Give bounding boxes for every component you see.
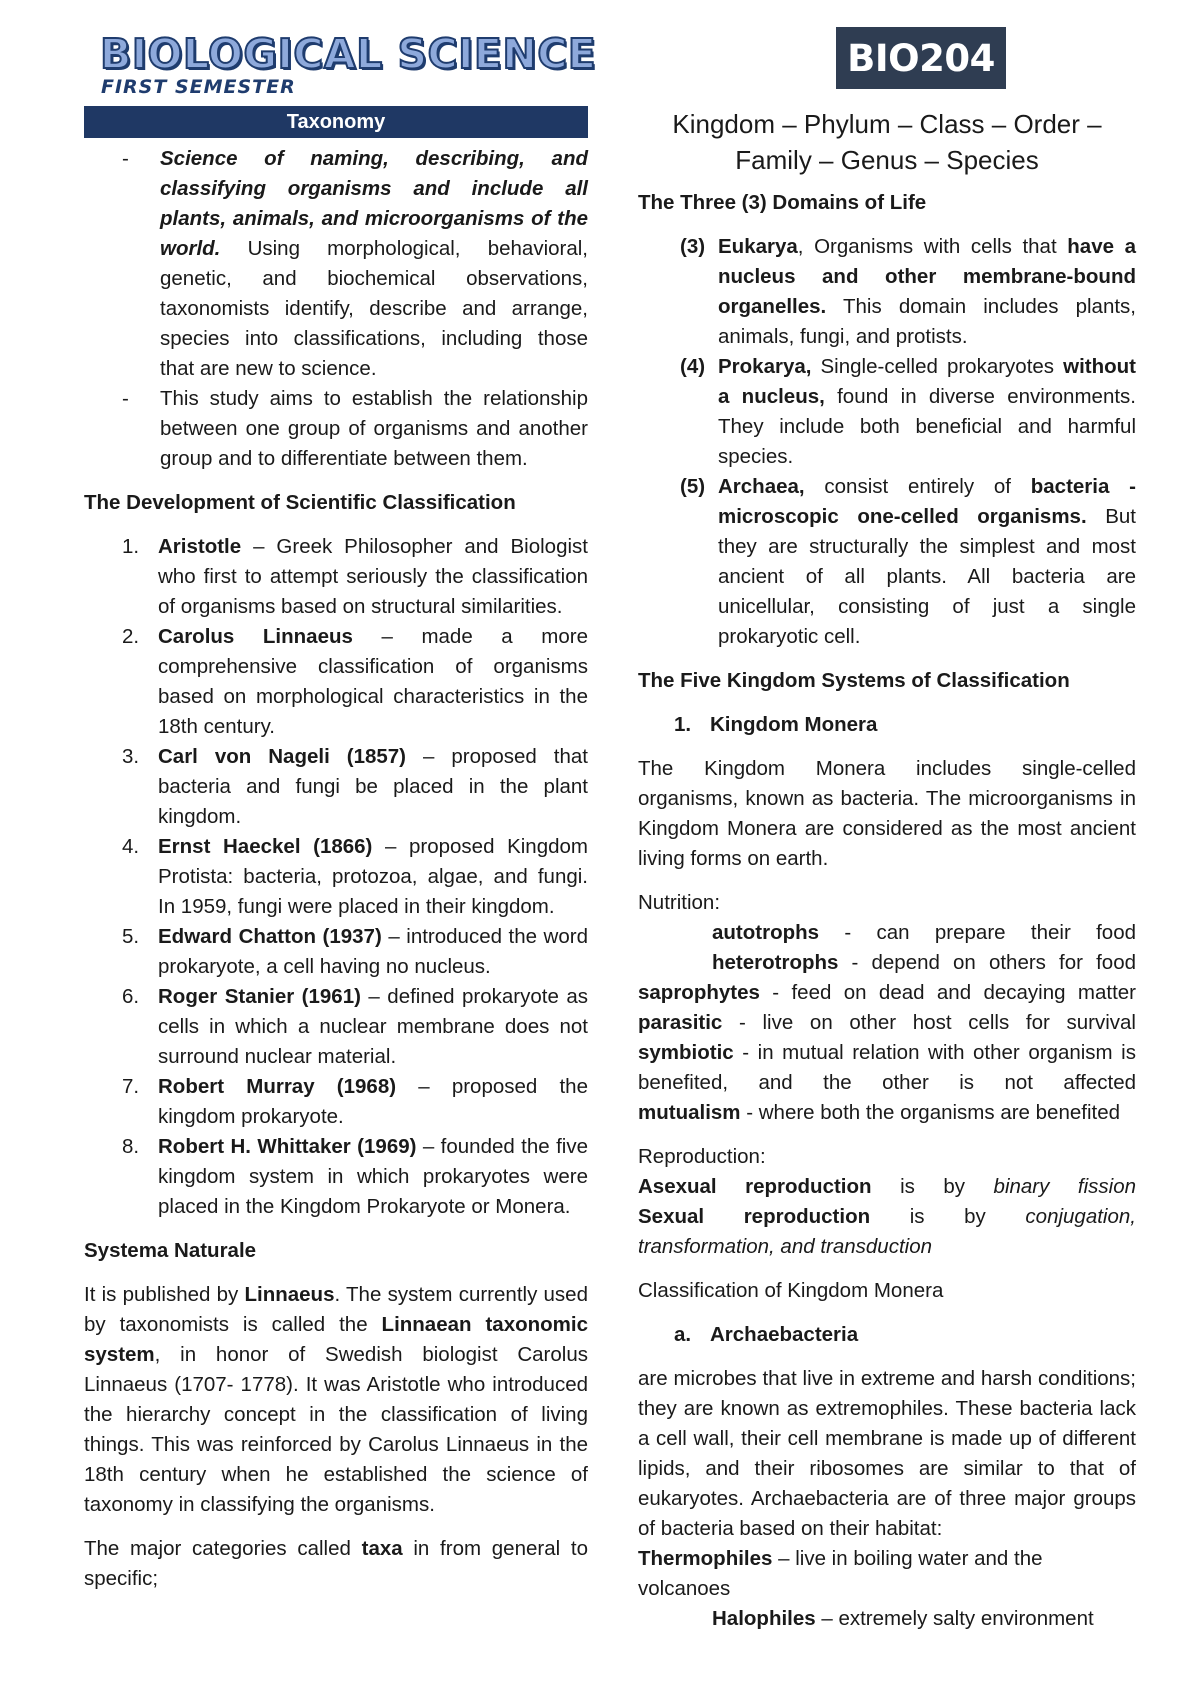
list-item bbox=[84, 832, 588, 922]
item-text: But they are structurally the simplest and most ancient of all plants. All bacteria are unicellular, consisting of just a single prokaryotic cell. bbox=[718, 505, 1136, 648]
definition-text: This study aims to establish the relationship between one group of organisms and another group and to differentiate between them. bbox=[160, 387, 588, 470]
left-column bbox=[84, 106, 588, 1608]
heading-text: Archaebacteria bbox=[710, 1323, 859, 1346]
list-item bbox=[638, 472, 1136, 652]
text-run: , in honor of Swedish biologist Carolus Linnaeus (1707- 1778). It was Aristotle who introduced the hierarchy concept in the classification of living things. This was reinforced by Carolus Linnaeus in the 18th century when he established the science of taxonomy in classifying the organisms. bbox=[84, 1343, 588, 1516]
list-item bbox=[638, 232, 1136, 352]
list-item bbox=[84, 384, 588, 474]
definition: - in mutual relation with other organism is benefited, and the other is not affected bbox=[638, 1041, 1136, 1094]
item-text: – proposed the kingdom prokaryote. bbox=[158, 1075, 588, 1128]
reproduction-list bbox=[638, 1172, 1136, 1262]
archaebacteria-paragraph: are microbes that live in extreme and harsh conditions; they are known as extremophiles. These bacteria lack a cell wall, their cell membrane is made up of different lipids, and their ribosomes are similar to that of eukaryotes. Archaebacteria are of three major groups of bacteria based on their habitat: bbox=[638, 1367, 1136, 1540]
list-item bbox=[84, 532, 588, 622]
text-bold: Linnaean taxonomic system bbox=[84, 1313, 588, 1366]
heading-text: Kingdom Monera bbox=[710, 713, 878, 736]
kingdom-monera-heading bbox=[638, 710, 1136, 740]
text-run: The major categories called bbox=[84, 1537, 362, 1560]
list-item bbox=[84, 1132, 588, 1222]
section-heading: The Three (3) Domains of Life bbox=[638, 191, 927, 214]
right-column bbox=[638, 106, 1136, 1634]
halophiles-line bbox=[638, 1604, 1136, 1634]
reproduction-label: Reproduction: bbox=[638, 1145, 766, 1168]
item-text: – made a more comprehensive classification of organisms based on morphological characteristics in the 18th century. bbox=[158, 625, 588, 738]
definition: - depend on others for food bbox=[838, 951, 1136, 974]
text-bold: taxa bbox=[361, 1537, 403, 1560]
item-number: 5. bbox=[122, 925, 140, 948]
list-item bbox=[638, 352, 1136, 472]
definition: is by bbox=[871, 1175, 994, 1198]
item-text: – defined prokaryote as cells in which a nuclear membrane does not surround nuclear material. bbox=[158, 985, 588, 1068]
term: autotrophs bbox=[712, 921, 820, 944]
term: symbiotic bbox=[638, 1041, 734, 1064]
scientist-name: Edward Chatton (1937) bbox=[158, 925, 382, 948]
item-letter: a. bbox=[674, 1323, 692, 1346]
item-number: 1. bbox=[674, 713, 692, 736]
term: heterotrophs bbox=[712, 951, 839, 974]
list-item bbox=[84, 922, 588, 982]
scientist-name: Robert Murray (1968) bbox=[158, 1075, 397, 1098]
item-text: – introduced the word prokaryote, a cell having no nucleus. bbox=[158, 925, 588, 978]
course-code-badge: BIO204 bbox=[836, 27, 1006, 89]
reproduction-item bbox=[638, 1202, 1136, 1262]
nutrition-item bbox=[638, 1098, 1136, 1128]
systema-paragraph bbox=[84, 1280, 588, 1520]
section-heading: The Development of Scientific Classification bbox=[84, 491, 516, 514]
text-run: It is published by bbox=[84, 1283, 245, 1306]
section-banner-taxonomy: Taxonomy bbox=[84, 106, 588, 138]
taxonomy-definition-list bbox=[84, 144, 588, 474]
item-text: , Organisms with cells that bbox=[797, 235, 1068, 258]
domain-name: Prokarya, bbox=[718, 355, 812, 378]
taxa-paragraph bbox=[84, 1534, 588, 1594]
term: Sexual reproduction bbox=[638, 1205, 871, 1228]
text-run: . The system currently used by taxonomists is called the bbox=[84, 1283, 588, 1336]
domain-name: Eukarya bbox=[718, 235, 798, 258]
item-text: – proposed that bacteria and fungi be placed in the plant kingdom. bbox=[158, 745, 588, 828]
list-item bbox=[84, 1072, 588, 1132]
semester-label: FIRST SEMESTER bbox=[101, 76, 296, 98]
definition-emphasis: Science of naming, describing, and classifying organisms and include all plants, animals, and microorganisms of the world. bbox=[160, 147, 588, 260]
term: Halophiles bbox=[712, 1607, 816, 1630]
item-number: 7. bbox=[122, 1075, 140, 1098]
scientist-name: Robert H. Whittaker (1969) bbox=[158, 1135, 417, 1158]
text-bold: have a nucleus and other membrane-bound organelles. bbox=[718, 235, 1136, 318]
monera-paragraph: The Kingdom Monera includes single-celled organisms, known as bacteria. The microorganisms in Kingdom Monera are considered as the most ancient living forms on earth. bbox=[638, 757, 1136, 870]
item-number: 8. bbox=[122, 1135, 140, 1158]
item-number: 4. bbox=[122, 835, 140, 858]
domains-list bbox=[638, 232, 1136, 652]
item-number: 6. bbox=[122, 985, 140, 1008]
dash-bullet: - bbox=[122, 387, 129, 410]
archaebacteria-heading bbox=[638, 1320, 1136, 1350]
term: parasitic bbox=[638, 1011, 723, 1034]
scientist-name: Ernst Haeckel (1866) bbox=[158, 835, 373, 858]
item-number: 3. bbox=[122, 745, 140, 768]
thermophiles-line bbox=[638, 1544, 1136, 1604]
item-text: Single-celled prokaryotes bbox=[811, 355, 1064, 378]
definition: - where both the organisms are benefited bbox=[740, 1101, 1121, 1124]
item-text: This domain includes plants, animals, fungi, and protists. bbox=[718, 295, 1136, 348]
scientist-name: Aristotle bbox=[158, 535, 242, 558]
definition: is by bbox=[870, 1205, 1026, 1228]
item-text: – founded the five kingdom system in which prokaryotes were placed in the Kingdom Prokaryote or Monera. bbox=[158, 1135, 588, 1218]
document-title: BIOLOGICAL SCIENCE bbox=[100, 30, 597, 78]
section-heading: The Five Kingdom Systems of Classification bbox=[638, 669, 1070, 692]
list-item bbox=[84, 742, 588, 832]
term: Thermophiles bbox=[638, 1547, 773, 1570]
term: saprophytes bbox=[638, 981, 760, 1004]
item-number: (5) bbox=[680, 475, 706, 498]
text-bold: Linnaeus bbox=[244, 1283, 335, 1306]
list-item bbox=[84, 982, 588, 1072]
definition: - can prepare their food bbox=[819, 921, 1136, 944]
scientist-name: Carolus Linnaeus bbox=[158, 625, 353, 648]
classification-label: Classification of Kingdom Monera bbox=[638, 1279, 944, 1302]
nutrition-item bbox=[638, 918, 1136, 948]
text-run: in from general to specific; bbox=[84, 1537, 588, 1590]
item-number: (4) bbox=[680, 355, 706, 378]
development-list bbox=[84, 532, 588, 1222]
definition-italic: conjugation, transformation, and transduction bbox=[638, 1205, 1136, 1258]
nutrition-label: Nutrition: bbox=[638, 891, 721, 914]
item-number: 1. bbox=[122, 535, 140, 558]
term: mutualism bbox=[638, 1101, 741, 1124]
definition: - feed on dead and decaying matter bbox=[759, 981, 1136, 1004]
nutrition-item bbox=[638, 1038, 1136, 1098]
item-number: (3) bbox=[680, 235, 706, 258]
taxonomic-hierarchy: Kingdom – Phylum – Class – Order – Family – Genus – Species bbox=[672, 109, 1102, 175]
item-text: found in diverse environments. They include both beneficial and harmful species. bbox=[718, 385, 1136, 468]
nutrition-item bbox=[638, 1008, 1136, 1038]
nutrition-item bbox=[638, 978, 1136, 1008]
scientist-name: Carl von Nageli (1857) bbox=[158, 745, 407, 768]
item-text: consist entirely of bbox=[804, 475, 1031, 498]
item-text: – Greek Philosopher and Biologist who first to attempt seriously the classification of organisms based on structural similarities. bbox=[158, 535, 588, 618]
nutrition-item bbox=[638, 948, 1136, 978]
reproduction-item bbox=[638, 1172, 1136, 1202]
definition: – extremely salty environment bbox=[815, 1607, 1094, 1630]
definition-text: Using morphological, behavioral, genetic, and biochemical observations, taxonomists identify, describe and arrange, species into classifications, including those that are new to science. bbox=[160, 237, 588, 380]
scientist-name: Roger Stanier (1961) bbox=[158, 985, 361, 1008]
item-number: 2. bbox=[122, 625, 140, 648]
nutrition-list bbox=[638, 918, 1136, 1128]
definition-italic: binary fission bbox=[993, 1175, 1136, 1198]
term: Asexual reproduction bbox=[638, 1175, 872, 1198]
text-bold: bacteria - microscopic one-celled organisms. bbox=[718, 475, 1136, 528]
list-item bbox=[84, 622, 588, 742]
dash-bullet: - bbox=[122, 147, 129, 170]
text-bold: without a nucleus, bbox=[718, 355, 1136, 408]
list-item bbox=[84, 144, 588, 384]
definition: - live on other host cells for survival bbox=[722, 1011, 1136, 1034]
domain-name: Archaea, bbox=[718, 475, 805, 498]
section-heading: Systema Naturale bbox=[84, 1239, 257, 1262]
item-text: – proposed Kingdom Protista: bacteria, protozoa, algae, and fungi. In 1959, fungi were placed in their kingdom. bbox=[158, 835, 588, 918]
definition: – live in boiling water and the volcanoes bbox=[638, 1547, 1043, 1600]
